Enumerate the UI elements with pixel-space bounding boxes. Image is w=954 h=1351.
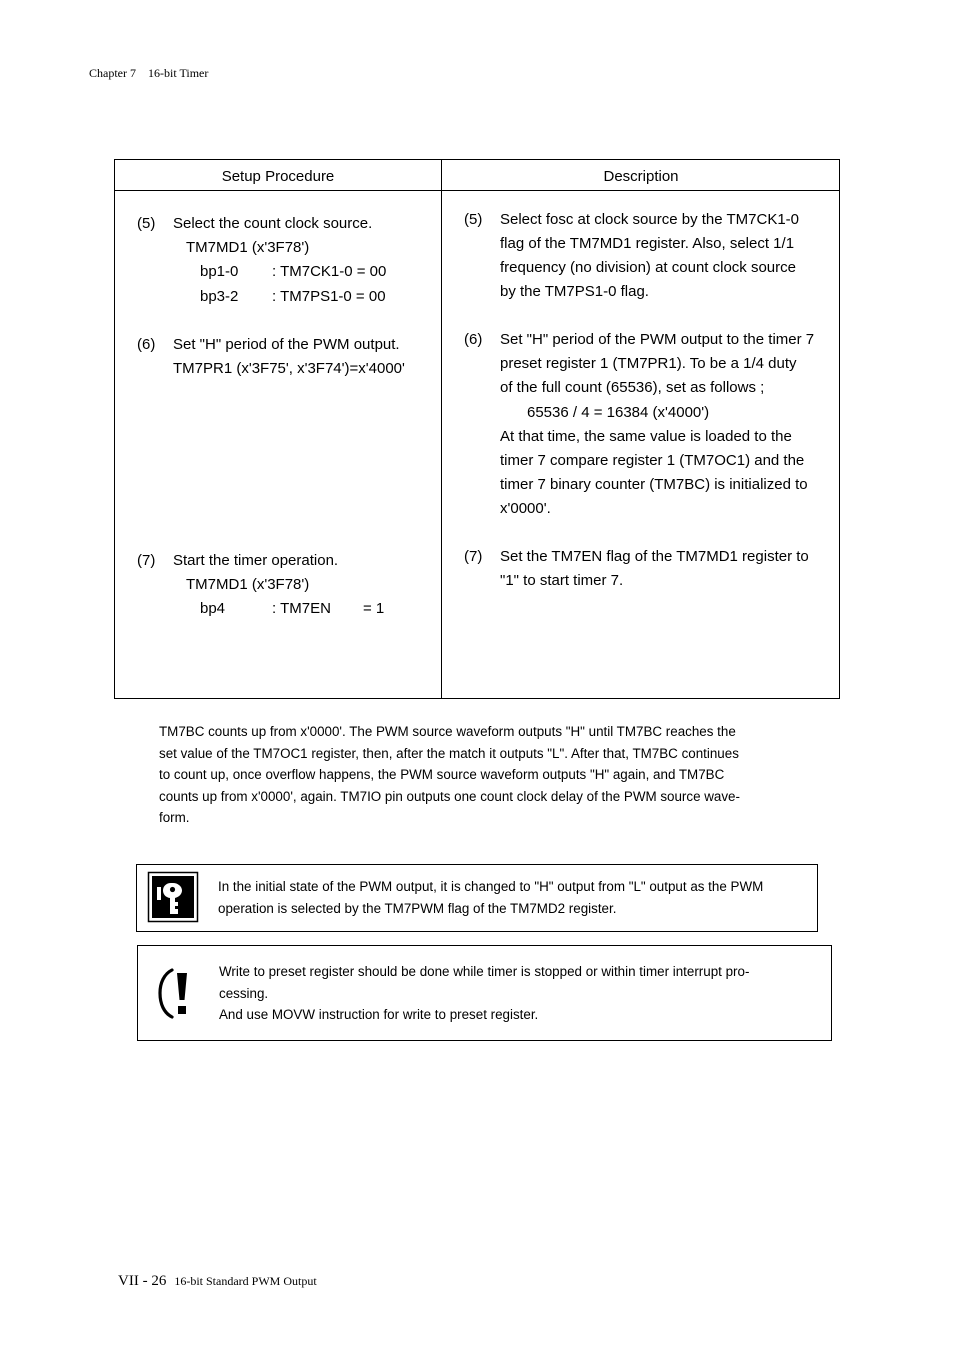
step-title: Start the timer operation. xyxy=(173,552,339,569)
note-line: operation is selected by the TM7PWM flag of the TM7MD2 register. xyxy=(218,900,617,916)
paragraph-line: form. xyxy=(159,810,190,826)
bit-value: : TM7EN xyxy=(272,600,331,617)
bit-value-assign: = 1 xyxy=(363,600,385,617)
hint-note-box xyxy=(136,864,818,932)
warning-note-box xyxy=(137,945,832,1041)
header-divider xyxy=(115,190,839,191)
description-line: Set the TM7EN flag of the TM7MD1 register to xyxy=(500,548,809,565)
note-line: Write to preset register should be done while timer is stopped or within timer interrupt pro- xyxy=(219,964,750,979)
description-line: flag of the TM7MD1 register. Also, select 1/1 xyxy=(500,235,795,252)
description-line: x'0000'. xyxy=(500,500,551,517)
bit-position: bp1-0 xyxy=(200,263,239,280)
description-line: "1" to start timer 7. xyxy=(500,572,624,589)
step-number: (6) xyxy=(464,331,483,348)
footer-section-title: 16-bit Standard PWM Output xyxy=(174,1274,317,1288)
description-line: timer 7 binary counter (TM7BC) is initialized to xyxy=(500,476,808,493)
bit-position: bp3-2 xyxy=(200,288,239,305)
paragraph-line: set value of the TM7OC1 register, then, after the match it outputs "L". After that, TM7BC continues xyxy=(159,745,739,761)
description-line: Select fosc at clock source by the TM7CK1-0 xyxy=(500,211,800,228)
chapter-number: Chapter 7 xyxy=(89,66,136,80)
hint-note-text xyxy=(218,876,763,919)
paragraph-line: counts up from x'0000', again. TM7IO pin outputs one count clock delay of the PWM source wave- xyxy=(159,788,740,804)
warning-note-text xyxy=(219,961,749,1026)
setup-procedure-table xyxy=(114,159,840,699)
chapter-title: 16-bit Timer xyxy=(148,66,209,80)
description-line: At that time, the same value is loaded to the xyxy=(500,428,792,445)
bit-position: bp4 xyxy=(200,600,226,617)
column-header-setup: Setup Procedure xyxy=(221,168,335,185)
note-line: And use MOVW instruction for write to preset register. xyxy=(219,1007,539,1023)
description-line: Set "H" period of the PWM output to the timer 7 xyxy=(500,331,815,348)
warning-exclamation-icon xyxy=(158,966,198,1027)
bit-value: : TM7PS1-0 = 00 xyxy=(272,288,386,305)
step-title: Select the count clock source. xyxy=(173,215,373,232)
description-line: timer 7 compare register 1 (TM7OC1) and the xyxy=(500,452,805,469)
description-formula: 65536 / 4 = 16384 (x'4000') xyxy=(527,404,710,421)
step-number: (6) xyxy=(137,336,156,353)
step-number: (7) xyxy=(464,548,483,565)
body-paragraph xyxy=(159,721,799,829)
paragraph-line: to count up, once overflow happens, the PWM source waveform outputs "H" again, and TM7BC xyxy=(159,767,725,783)
description-line: frequency (no division) at count clock source xyxy=(500,259,796,276)
page-number: VII - 26 xyxy=(118,1273,167,1289)
step-register: TM7PR1 (x'3F75', x'3F74')=x'4000' xyxy=(173,360,405,377)
page-footer xyxy=(118,1272,317,1290)
step-register: TM7MD1 (x'3F78') xyxy=(186,239,310,256)
hint-key-icon xyxy=(147,871,199,928)
description-line: by the TM7PS1-0 flag. xyxy=(500,283,649,300)
step-number: (5) xyxy=(137,215,156,232)
step-title: Set "H" period of the PWM output. xyxy=(173,336,400,353)
step-register: TM7MD1 (x'3F78') xyxy=(186,576,310,593)
paragraph-line: TM7BC counts up from x'0000'. The PWM source waveform outputs "H" until TM7BC reaches the xyxy=(159,724,736,739)
step-number: (5) xyxy=(464,211,483,228)
chapter-header xyxy=(89,66,208,81)
description-line: of the full count (65536), set as follows ; xyxy=(500,379,765,396)
description-line: preset register 1 (TM7PR1). To be a 1/4 duty xyxy=(500,355,797,372)
column-divider xyxy=(441,160,442,698)
column-header-description: Description xyxy=(603,168,679,185)
note-line: cessing. xyxy=(219,985,269,1001)
bit-value: : TM7CK1-0 = 00 xyxy=(272,263,387,280)
step-number: (7) xyxy=(137,552,156,569)
note-line: In the initial state of the PWM output, it is changed to "H" output from "L" output as the PWM xyxy=(218,879,764,894)
